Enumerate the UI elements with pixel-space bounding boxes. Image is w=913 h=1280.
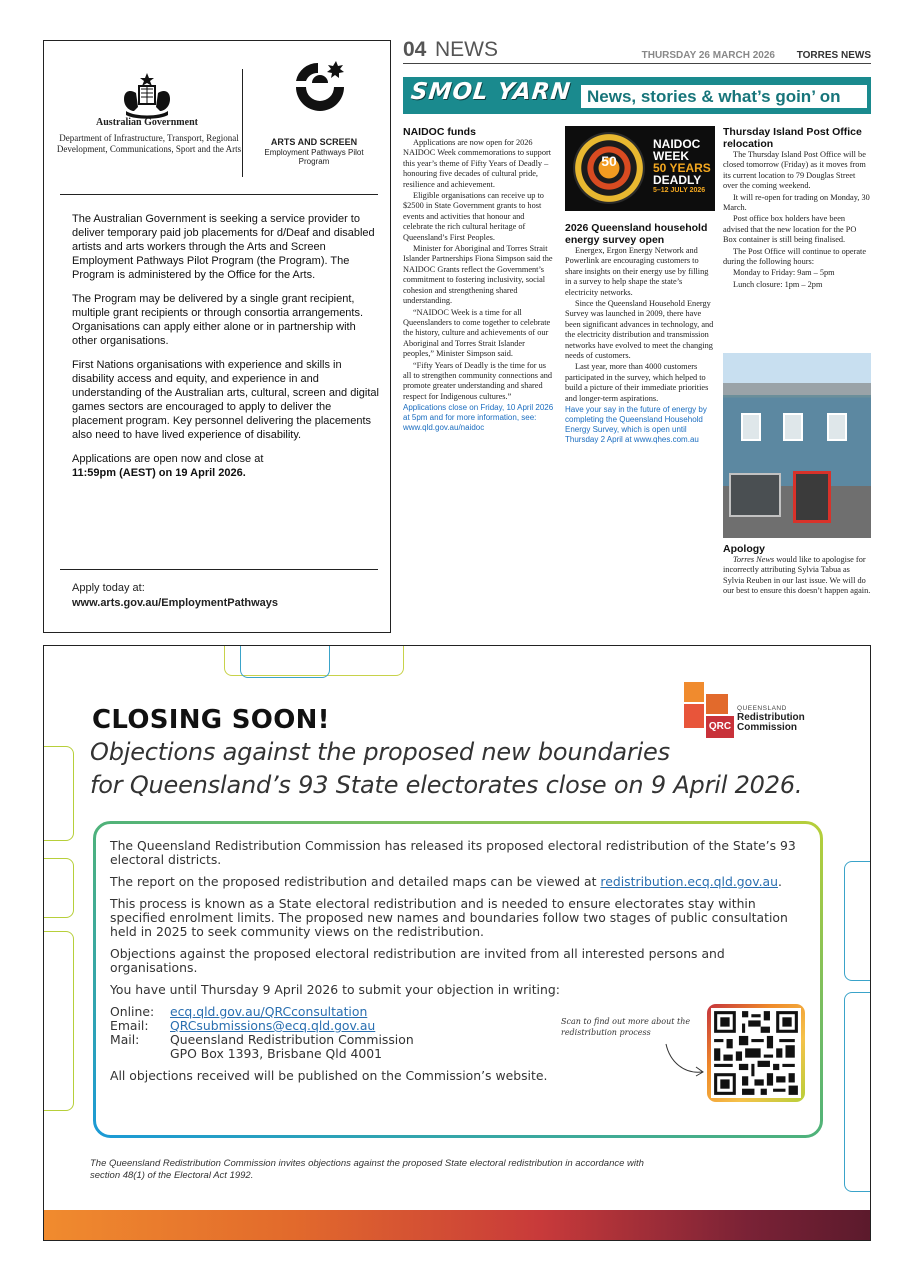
info-paragraph: You have until Thursday 9 April 2026 to submit your objection in writing: <box>110 982 560 997</box>
government-logo-block <box>44 41 392 191</box>
article-paragraph: Torres News would like to apologise for incorrectly attributing Sylvia Tabua as Sylvia Reuben in our last issue. We will do our best to ensure this doesn’t happen again. <box>723 555 871 596</box>
naidoc-week-graphic <box>565 126 715 211</box>
paper-name-italic: Torres News <box>733 555 775 564</box>
applications-close-date: 11:59pm (AEST) on 19 April 2026. <box>72 467 246 479</box>
decorative-frame <box>43 931 74 1111</box>
contact-row-email: Email: QRCsubmissions@ecq.qld.gov.au <box>110 1018 376 1033</box>
decorative-frame <box>43 746 74 841</box>
page-number: 04 <box>403 38 427 61</box>
naidoc-graphic-dates: 5–12 JULY 2026 <box>653 187 706 194</box>
redistribution-website-link[interactable]: redistribution.ecq.qld.gov.au <box>600 874 778 889</box>
ad-paragraph: The Australian Government is seeking a service provider to deliver temporary paid job placements for d/Deaf and disabled artists and arts workers through the Arts and Screen Employment Pathways Pilot Program (the Program). The Program is administered by the Office for the Arts. <box>72 213 375 281</box>
qrc-footnote: The Queensland Redistribution Commission invites objections against the proposed State electoral redistribution in accordance with section 48(1) of the Electoral Act 1992. <box>90 1158 644 1181</box>
banner-tagline: News, stories & what’s goin’ on <box>587 87 841 106</box>
post-office-photo <box>723 353 871 538</box>
article-headline: Thursday Island Post Office relocation <box>723 126 862 150</box>
article-paragraph: Since the Queensland Household Energy Survey was launched in 2009, there have been significant advances in technology, and the electricity distribution and transmission networks have evolved to meet the changing needs of customers. <box>565 299 714 361</box>
post-office-article <box>723 126 871 291</box>
info-paragraph: This process is known as a State electoral redistribution and is needed to ensure electorates stay within specified enrolment limits. The proposed new names and boundaries follow two stages of public consultation held in 2025 to seek community views on the redistribution. <box>110 896 788 939</box>
info-paragraph: The Queensland Redistribution Commission has released its proposed electoral redistribution of the State’s 93 electoral districts. <box>110 838 796 867</box>
program-logo-title: ARTS AND SCREEN <box>270 137 358 147</box>
qrc-logo-text: Commission <box>737 722 798 733</box>
article-paragraph: It will re-open for trading on Monday, 30 March. <box>723 192 870 213</box>
energy-survey-link[interactable]: Have your say in the future of energy by completing the Queensland Household Energy Survey, which is open until Thursday 2 April at www.qhes.com.au <box>565 405 707 445</box>
article-paragraph: “Fifty Years of Deadly is the time for us all to strengthen community connections and promote greater understanding and shared respect for Indigenous cultures.” <box>403 360 553 401</box>
apply-label: Apply today at: <box>72 582 145 594</box>
logo-divider <box>242 69 243 177</box>
advertisement-body <box>72 212 380 490</box>
naidoc-graphic-text: NAIDOC <box>653 137 701 151</box>
naidoc-graphic-text: DEADLY <box>653 173 702 187</box>
department-name: Department of Infrastructure, Transport, Regional Development, Communications, Sport and the Arts <box>56 133 242 154</box>
coat-of-arms-icon <box>116 69 178 123</box>
article-paragraph: Post office box holders have been advised that the new location for the PO Box container is still being finalised. <box>723 214 857 245</box>
qrc-logo-text: Redistribution <box>737 712 805 723</box>
naidoc-graphic-text: 50 YEARS <box>653 161 711 175</box>
apply-block <box>72 581 380 611</box>
closing-subtitle: for Queensland’s 93 State electorates close on 9 April 2026. <box>90 771 803 799</box>
arts-screen-logo-icon <box>290 57 350 121</box>
decorative-frame <box>240 645 330 678</box>
banner-tagline-box <box>579 83 869 110</box>
article-paragraph: “NAIDOC Week is a time for all Queenslanders to come together to celebrate the history, culture and achievements of our Aboriginal and Torres Strait Islander peoples,” Minister Simpson said. <box>403 307 551 359</box>
decorative-frame <box>844 861 871 981</box>
article-headline: Apology <box>723 543 765 555</box>
closing-soon-title: CLOSING SOON! <box>92 705 330 735</box>
article-paragraph: Minister for Aboriginal and Torres Strait Islander Partnerships Fiona Simpson said the NAIDOC Grants reflect the Government’s commitment to fostering inclusivity, social cohesion and strengthening shared understanding. <box>403 244 553 306</box>
ad-paragraph: The Program may be delivered by a single grant recipient, multiple grant recipients or through consortia arrangements. Organisations can apply either alone or in partnership with other organisations. <box>72 293 364 347</box>
arrow-icon <box>660 1040 710 1080</box>
applications-text: Applications are open now and close at <box>72 453 264 465</box>
ad-paragraph: First Nations organisations with experience and skills in disability access and equity, and experience in and understanding of the Australian arts, cultural, screen and digital games sectors are encouraged to apply to deliver the placement program. Key personnel delivering the placements also need to have lived experience of disability. <box>72 359 379 441</box>
banner-title: SMOL YARN <box>409 79 573 105</box>
naidoc-circle-number: 50 <box>601 153 617 169</box>
article-paragraph: Applications are now open for 2026 NAIDOC Week commemorations to support this year’s theme of Fifty Years of Deadly – honouring five decades of cultural pride, resilience and achievement. <box>403 138 552 189</box>
submissions-email-link[interactable]: QRCsubmissions@ecq.qld.gov.au <box>170 1018 376 1033</box>
contact-row-mail: Mail: Queensland Redistribution Commission <box>110 1032 414 1047</box>
qrc-logo-text: QUEENSLAND <box>737 705 787 712</box>
closing-subtitle: Objections against the proposed new boundaries <box>90 738 670 766</box>
qr-code-frame[interactable] <box>707 1004 805 1102</box>
article-headline: NAIDOC funds <box>403 126 476 138</box>
info-paragraph: All objections received will be published on the Commission’s website. <box>110 1068 548 1083</box>
gradient-footer-bar <box>44 1210 871 1241</box>
program-logo-subtitle: Employment Pathways Pilot Program <box>264 148 364 166</box>
applications-notice <box>72 452 380 480</box>
lunch-closure: Lunch closure: 1pm – 2pm <box>733 279 823 289</box>
page-header <box>403 38 871 64</box>
arts-employment-advertisement <box>43 40 391 633</box>
apply-url-link[interactable]: www.arts.gov.au/EmploymentPathways <box>72 597 278 609</box>
article-paragraph: Last year, more than 4000 customers participated in the survey, which helped to build a picture of their immediate priorities and longer-term aspirations. <box>565 362 709 403</box>
contact-row-mail-address: GPO Box 1393, Brisbane Qld 4001 <box>170 1046 383 1061</box>
decorative-frame <box>844 992 871 1192</box>
decorative-frame <box>43 858 74 918</box>
naidoc-article <box>403 126 555 433</box>
section-name: NEWS <box>435 38 498 61</box>
article-paragraph: The Thursday Island Post Office will be closed tomorrow (Friday) as it moves from its current location to 79 Douglas Street over the coming weekend. <box>723 150 866 191</box>
contact-row-online: Online: ecq.qld.gov.au/QRCconsultation <box>110 1004 368 1019</box>
qrc-advertisement <box>43 645 871 1241</box>
qrc-logo-icon <box>684 682 734 738</box>
issue-date: THURSDAY 26 MARCH 2026 <box>641 50 775 61</box>
article-paragraph: Energex, Ergon Energy Network and Powerlink are encouraging customers to share insights on their energy use by filling in a survey to help shape the state’s electricity networks. <box>565 246 709 297</box>
qrc-logo-mark: QRC <box>706 716 734 738</box>
energy-survey-article <box>565 222 715 445</box>
article-headline: 2026 Queensland household energy survey open <box>565 222 708 246</box>
naidoc-info-link[interactable]: Applications close on Friday, 10 April 2026 at 5pm and for more information, see: www.qld.gov.au/naidoc <box>403 403 554 433</box>
article-paragraph: The Post Office will continue to operate during the following hours: <box>723 246 867 267</box>
info-paragraph: Objections against the proposed electoral redistribution are invited from all interested persons and organisations. <box>110 946 725 975</box>
scan-note: Scan to find out more about the redistribution process <box>561 1017 691 1037</box>
divider <box>60 569 378 570</box>
agency-name: Australian Government <box>96 117 198 128</box>
qr-code-icon <box>711 1008 801 1098</box>
online-consultation-link[interactable]: ecq.qld.gov.au/QRCconsultation <box>170 1004 368 1019</box>
apology-article <box>723 543 871 598</box>
paper-name: TORRES NEWS <box>796 50 871 61</box>
article-paragraph: Eligible organisations can receive up to $2500 in State Government grants to host events and activities that honour and celebrate the rich cultural heritage of Queensland’s First Peoples. <box>403 191 544 242</box>
info-paragraph: The report on the proposed redistribution and detailed maps can be viewed at redistribution.ecq.qld.gov.au. <box>110 874 782 889</box>
opening-hours: Monday to Friday: 9am – 5pm <box>733 268 835 278</box>
naidoc-graphic-text: WEEK <box>653 149 689 163</box>
smol-yarn-banner <box>403 77 871 114</box>
divider <box>60 194 378 195</box>
